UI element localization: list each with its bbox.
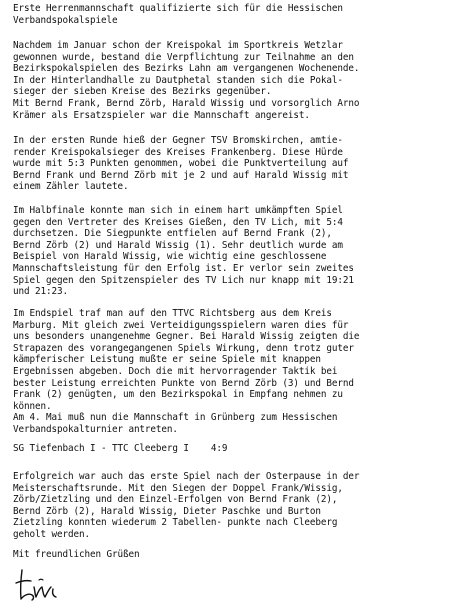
- paragraph-semifinal: Im Halbfinale konnte man sich in einem hart umkämpften Spiel gegen den Vertreter des Kreises Gießen, den TV Lich, mit 5:4 durchsetzen. Die Siegpunkte entfielen auf Bernd Frank (2), Bernd Zörb (2) und Harald Wissig (1). Sehr deutlich wurde am Beispiel von Harald Wissig, wie wichtig eine geschlossene Mannschaftsleistung für den Erfolg ist. Er verlor sein zweites Spiel gegen den Spitzenspieler des TV Lich nur knapp mit 19:21 und 21:23.: [13, 205, 354, 298]
- paragraph-bezirkspokal-intro: Nachdem im Januar schon der Kreispokal im Sportkreis Wetzlar gewonnen wurde, bestand die Verpflichtung zur Teilnahme an den Bezirkspokalspielen des Bezirks Lahn am vergangenen Wochenende. In der Hinterlandhalle zu Dautphetal standen sich die Pokal- sieger der sieben Kreise des Bezirks gegenüber. Mit Bernd Frank, Bernd Zörb, Harald Wissig und vorsorglich Arno Krämer als Ersatzspieler war die Mannschaft angereist.: [13, 40, 360, 121]
- handwritten-signature: [12, 566, 60, 602]
- paragraph-league-match: Erfolgreich war auch das erste Spiel nach der Osterpause in der Meisterschaftsrunde. Mit den Siegen der Doppel Frank/Wissig, Zörb/Zietzling und den Einzel-Erfolgen von Bernd Frank (2), Bernd Zörb (2), Harald Wissig, Dieter Paschke und Burton Zietzling konnten wiederum 2 Tabellen- punkte nach Cleeberg geholt werden.: [13, 471, 360, 540]
- paragraph-first-round: In der ersten Runde hieß der Gegner TSV Bromskirchen, amtie- render Kreispokalsieger des Kreises Frankenberg. Diese Hürde wurde mit 5:3 Punkten genommen, wobei die Punktverteilung auf Bernd Frank und Bernd Zörb mit je 2 und auf Harald Wissig mit einem Zähler lautete.: [13, 135, 349, 193]
- heading: Erste Herrenmannschaft qualifizierte sich für die Hessischen Verbandspokalspiele: [13, 3, 343, 26]
- paragraph-final: Im Endspiel traf man auf den TTVC Richtsberg aus dem Kreis Marburg. Mit gleich zwei Verteidigungsspielern waren dies für uns besonders unangenehme Gegner. Bei Harald Wissig zeigten die Strapazen des vorangegangenen Spiels Wirkung, denn trotz guter kämpferischer Leistung mußte er seine Spiele mit knappen Ergebnissen abgeben. Doch die mit hervorragender Taktik bei bester Leistung erreichten Punkte von Bernd Zörb (3) und Bernd Frank (2) genügten, um den Bezirkspokal in Empfang nehmen zu können. Am 4. Mai muß nun die Mannschaft in Grünberg zum Hessischen Verbandspokalturnier antreten.: [13, 308, 360, 435]
- closing-greeting: Mit freundlichen Grüßen: [13, 549, 140, 560]
- match-result-line: SG Tiefenbach I - TTC Cleeberg I 4:9: [13, 443, 228, 454]
